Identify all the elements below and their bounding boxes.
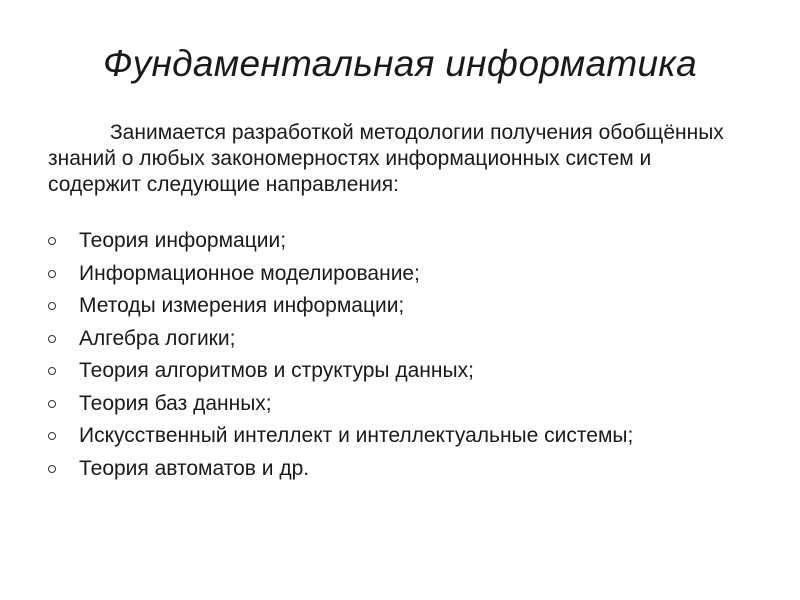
hollow-circle-bullet-icon <box>48 302 56 310</box>
list-item <box>48 358 748 384</box>
list-item-text: Информационное моделирование; <box>79 261 420 285</box>
topics-list <box>48 228 748 488</box>
list-item <box>48 456 748 482</box>
list-item <box>48 391 748 417</box>
slide-title: Фундаментальная информатика <box>103 43 697 84</box>
list-item-text: Искусственный интеллект и интеллектуальные системы; <box>79 424 634 447</box>
list-item-text: Теория алгоритмов и структуры данных; <box>79 359 474 382</box>
list-item <box>48 326 748 352</box>
list-item-text: Методы измерения информации; <box>79 294 405 317</box>
hollow-circle-bullet-icon <box>48 367 56 375</box>
list-item <box>48 293 748 319</box>
list-item-text: Теория баз данных; <box>79 391 272 415</box>
list-item <box>48 261 748 287</box>
hollow-circle-bullet-icon <box>48 237 56 245</box>
list-item-text: Теория автоматов и др. <box>79 456 310 480</box>
list-item <box>48 228 748 254</box>
hollow-circle-bullet-icon <box>48 400 56 408</box>
list-item-text: Теория информации; <box>79 229 287 252</box>
intro-paragraph: Занимается разработкой методологии получения обобщённых знаний о любых закономерностях информационных систем и содержит следующие направления: <box>48 121 724 196</box>
list-item <box>48 423 748 449</box>
hollow-circle-bullet-icon <box>48 335 56 343</box>
hollow-circle-bullet-icon <box>48 270 56 278</box>
hollow-circle-bullet-icon <box>48 465 56 473</box>
list-item-text: Алгебра логики; <box>79 326 236 350</box>
hollow-circle-bullet-icon <box>48 432 56 440</box>
